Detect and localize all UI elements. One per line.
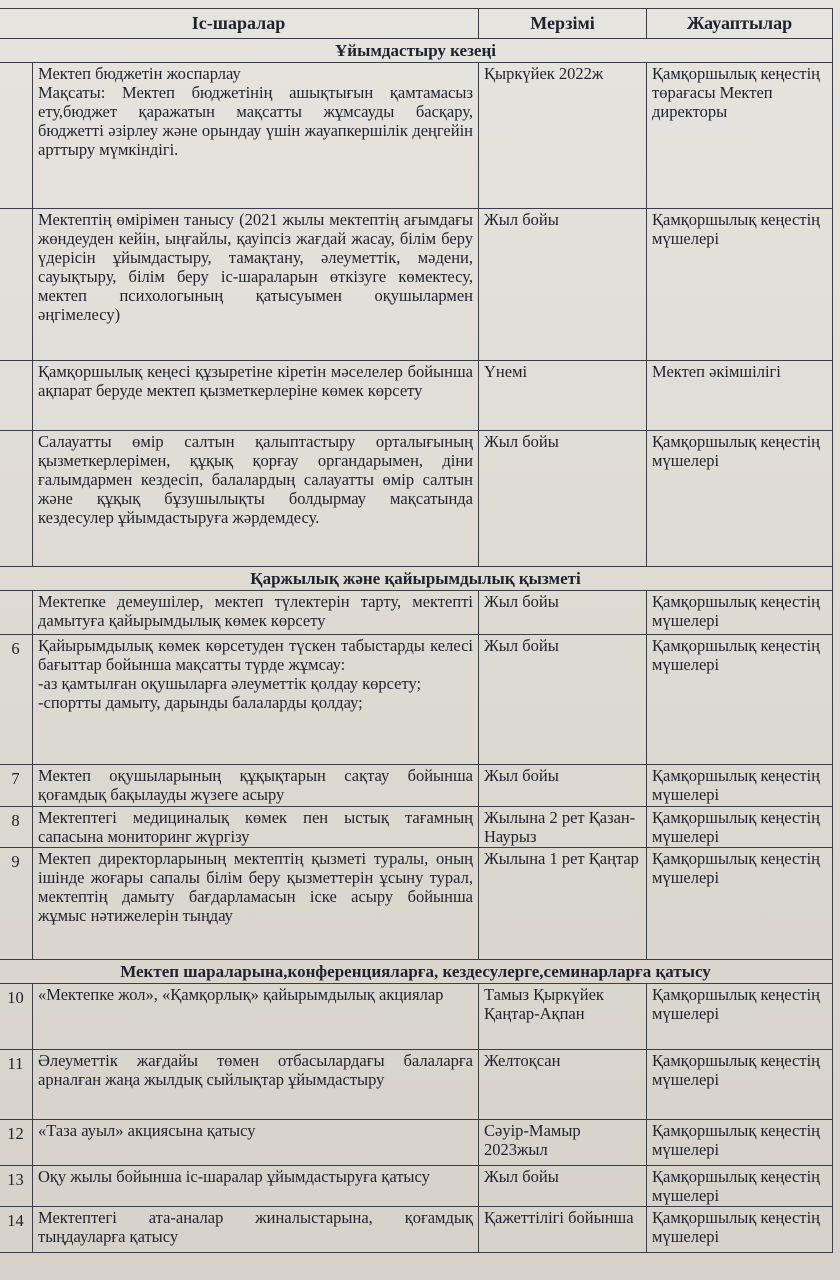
responsible-cell: Қамқоршылық кеңестің мүшелері [647,635,833,765]
row-number [0,591,33,635]
deadline-cell: Қажеттілігі бойынша [479,1207,647,1253]
row-number [0,431,33,567]
activity-cell [33,1207,479,1253]
header-deadline: Мерзімі [479,9,647,39]
responsible-cell: Қамқоршылық кеңестің төрағасы Мектеп директоры [647,63,833,209]
activity-text: Мектептегі медициналық көмек пен ыстық тағамның сапасына мониторинг жүргізу [38,808,473,846]
activity-cell [33,765,479,807]
deadline-cell: Тамыз Қыркүйек Қаңтар-Ақпан [479,984,647,1050]
activity-text: Қамқоршылық кеңесі құзыретіне кіретін мәселелер бойынша ақпарат беруде мектеп қызметкерлеріне көмек көрсету [38,362,473,400]
table-row [0,635,833,765]
deadline-cell: Жыл бойы [479,209,647,361]
deadline-cell: Жыл бойы [479,635,647,765]
row-number [0,209,33,361]
deadline-cell: Жыл бойы [479,431,647,567]
responsible-cell: Қамқоршылық кеңестің мүшелері [647,848,833,960]
deadline-cell: Жылына 2 рет Қазан-Наурыз [479,807,647,848]
table-row [0,209,833,361]
activity-cell [33,984,479,1050]
responsible-cell: Мектеп әкімшілігі [647,361,833,431]
activity-cell [33,63,479,209]
table-row [0,1050,833,1120]
responsible-cell: Қамқоршылық кеңестің мүшелері [647,1166,833,1207]
table-row [0,431,833,567]
row-number: 10 [0,984,33,1050]
activity-text: -аз қамтылған оқушыларға әлеуметтік қолдау көрсету; [38,674,422,693]
table-row [0,1166,833,1207]
activity-text: «Мектепке жол», «Қамқорлық» қайырымдылық акциялар [38,985,444,1004]
section-title: Қаржылық және қайырымдылық қызметі [0,567,833,591]
responsible-cell: Қамқоршылық кеңестің мүшелері [647,431,833,567]
deadline-cell: Жыл бойы [479,1166,647,1207]
header-responsible: Жауаптылар [647,9,833,39]
activity-plan-table [0,8,833,1253]
table-row [0,1207,833,1253]
table-body [0,39,833,1253]
row-number: 8 [0,807,33,848]
responsible-cell: Қамқоршылық кеңестің мүшелері [647,591,833,635]
row-number [0,361,33,431]
row-number: 7 [0,765,33,807]
table-row [0,361,833,431]
table-header-row [0,9,833,39]
activity-cell [33,1120,479,1166]
activity-cell [33,209,479,361]
activity-cell [33,591,479,635]
activity-cell [33,848,479,960]
deadline-cell: Желтоқсан [479,1050,647,1120]
deadline-cell: Үнемі [479,361,647,431]
activity-text: -спортты дамыту, дарынды балаларды қолдау; [38,693,363,712]
responsible-cell: Қамқоршылық кеңестің мүшелері [647,1120,833,1166]
activity-text: Қайырымдылық көмек көрсетуден түскен табыстарды келесі бағыттар бойынша мақсатты түрде жұмсау: [38,636,473,674]
activity-cell [33,635,479,765]
activity-cell [33,1050,479,1120]
row-number: 13 [0,1166,33,1207]
activity-text: Мектепке демеушілер, мектеп түлектерін тарту, мектепті дамытуға қайырымдылық көмек көрсету [38,592,473,630]
table-row [0,63,833,209]
activity-text: Оқу жылы бойынша іс-шаралар ұйымдастыруға қатысу [38,1167,430,1186]
table-row [0,765,833,807]
deadline-cell: Жыл бойы [479,765,647,807]
activity-text: Мақсаты: Мектеп бюджетінің ашықтығын қамтамасыз ету,бюджет қаражатын мақсатты жұмсауды басқару, бюджетті әзірлеу және орындау үшін жауапкершілік деңгейін арттыру мүмкіндігі. [38,83,473,159]
table-row [0,984,833,1050]
activity-cell [33,1166,479,1207]
responsible-cell: Қамқоршылық кеңестің мүшелері [647,1207,833,1253]
responsible-cell: Қамқоршылық кеңестің мүшелері [647,807,833,848]
table-row [0,807,833,848]
activity-text: Салауатты өмір салтын қалыптастыру орталығының қызметкерлерімен, құқық қорғау органдарымен, діни ғалымдармен кездесіп, балалардың салауатты өмір салтын және құқық бұзушылықты болдырмау мақсатында кездесулер ұйымдастыруға жәрдемдесу. [38,432,473,527]
table-row [0,591,833,635]
activity-cell [33,361,479,431]
section-row [0,567,833,591]
activity-text: Мектептің өмірімен танысу (2021 жылы мектептің ағымдағы жөндеуден кейін, ыңғайлы, қауіпсіз жағдай жасау, білім беру үдерісін ұйымдастыру, тамақтану, әлеуметтік, мәдени, сауықтыру, білім беру іс-шараларын өткізуге көмектесу, мектеп психологының қатысуымен оқушылармен әңгімелесу) [38,210,473,324]
responsible-cell: Қамқоршылық кеңестің мүшелері [647,209,833,361]
section-row [0,960,833,984]
responsible-cell: Қамқоршылық кеңестің мүшелері [647,765,833,807]
row-number: 11 [0,1050,33,1120]
activity-text: Мектеп оқушыларының құқықтарын сақтау бойынша қоғамдық бақылауды жүзеге асыру [38,766,473,804]
deadline-cell: Қыркүйек 2022ж [479,63,647,209]
activity-cell [33,807,479,848]
deadline-cell: Сәуір-Мамыр 2023жыл [479,1120,647,1166]
responsible-cell: Қамқоршылық кеңестің мүшелері [647,1050,833,1120]
row-number: 14 [0,1207,33,1253]
deadline-cell: Жылына 1 рет Қаңтар [479,848,647,960]
section-row [0,39,833,63]
row-number: 6 [0,635,33,765]
section-title: Ұйымдастыру кезеңі [0,39,833,63]
activity-text: Мектеп бюджетін жоспарлау [38,64,241,83]
activity-text: Мектептегі ата-аналар жиналыстарына, қоғамдық тыңдауларға қатысу [38,1208,473,1246]
section-title: Мектеп шараларына,конференцияларға, кездесулерге,семинарларға қатысу [0,960,833,984]
activity-text: Әлеуметтік жағдайы төмен отбасылардағы балаларға арналған жаңа жылдық сыйлықтар ұйымдастыру [38,1051,473,1089]
table-row [0,1120,833,1166]
deadline-cell: Жыл бойы [479,591,647,635]
row-number: 9 [0,848,33,960]
header-activity: Іс-шаралар [0,9,479,39]
row-number [0,63,33,209]
table-row [0,848,833,960]
activity-text: Мектеп директорларының мектептің қызметі туралы, оның ішінде жоғары сапалы білім беру қызметтерін ұсыну турал, мектептің дамыту бағдарламасын іске асыру бойынша жұмыс нәтижелерін тыңдау [38,849,473,925]
activity-text: «Таза ауыл» акциясына қатысу [38,1121,256,1140]
activity-cell [33,431,479,567]
responsible-cell: Қамқоршылық кеңестің мүшелері [647,984,833,1050]
row-number: 12 [0,1120,33,1166]
